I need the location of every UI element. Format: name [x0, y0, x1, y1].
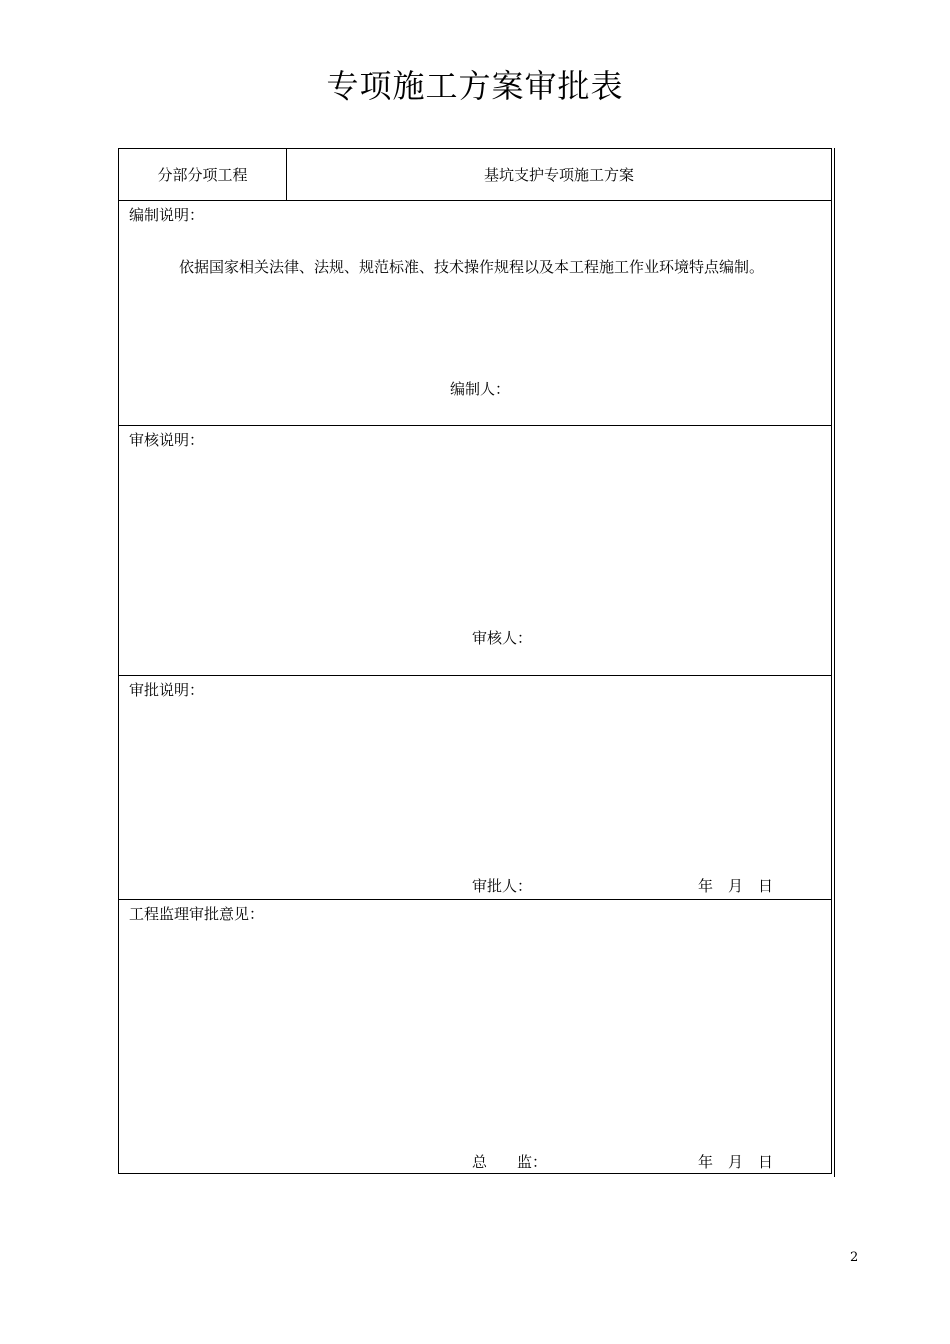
project-label: 分部分项工程	[157, 166, 248, 184]
reviewer-signature-label: 审核人：	[472, 629, 533, 647]
supervision-section	[119, 900, 831, 1173]
compiler-signature-label: 编制人：	[450, 380, 511, 398]
project-value: 基坑支护专项施工方案	[483, 166, 634, 184]
page-number: 2	[850, 1250, 859, 1265]
review-section	[119, 426, 831, 676]
approval-form	[118, 148, 832, 1174]
supervision-heading: 工程监理审批意见：	[129, 905, 265, 923]
supervision-date-label: 年 月 日	[698, 1153, 774, 1171]
approval-section	[119, 676, 831, 900]
approval-heading: 审批说明：	[129, 681, 205, 699]
compile-body: 依据国家相关法律、法规、规范标准、技术操作规程以及本工程施工作业环境特点编制。	[179, 258, 765, 276]
compile-heading: 编制说明：	[129, 206, 205, 224]
chief-supervisor-label: 总 监：	[472, 1153, 548, 1171]
compile-section	[119, 201, 831, 426]
approval-date-label: 年 月 日	[698, 877, 774, 895]
page-title: 专项施工方案审批表	[326, 67, 624, 105]
approver-signature-label: 审批人：	[472, 877, 533, 895]
project-row	[119, 149, 831, 201]
review-heading: 审核说明：	[129, 431, 205, 449]
